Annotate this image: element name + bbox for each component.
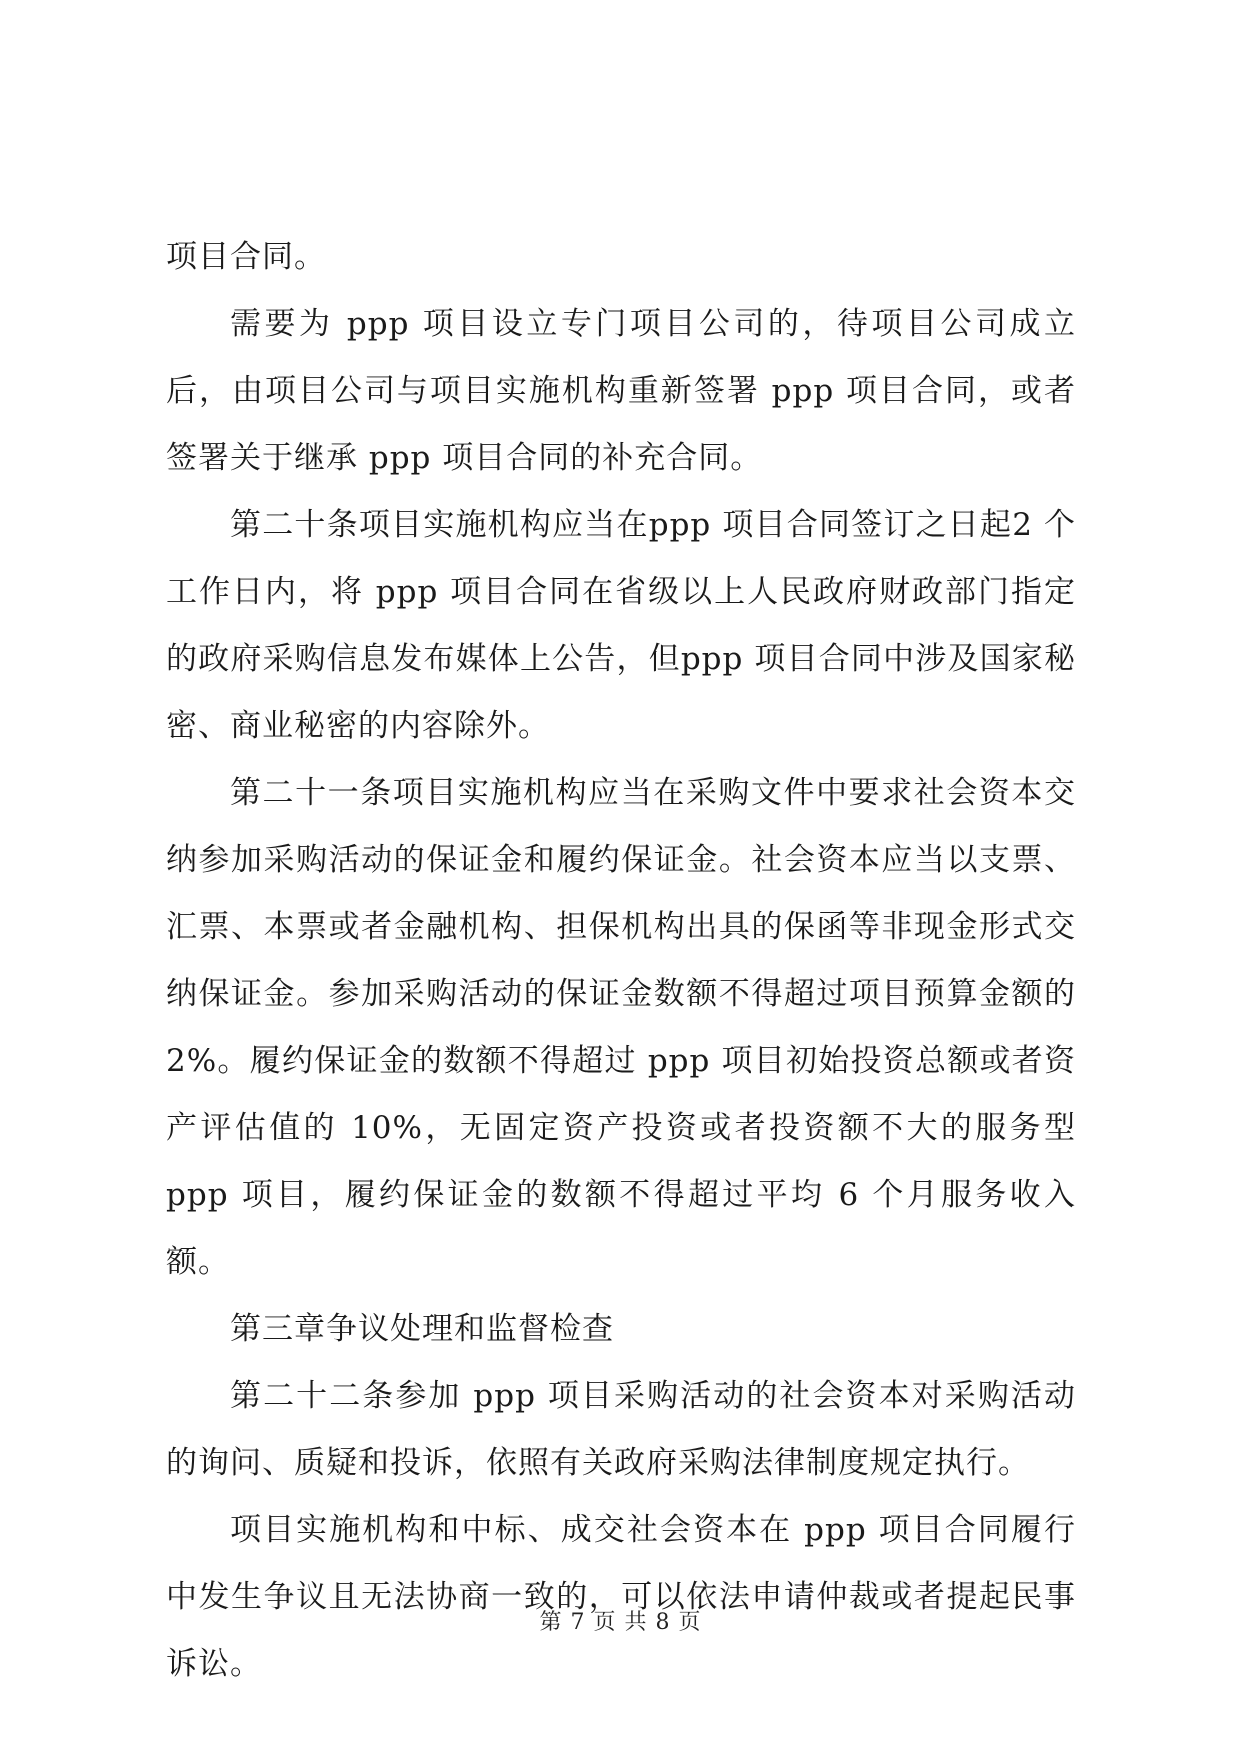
- paragraph-article-20: 第二十条项目实施机构应当在ppp 项目合同签订之日起2 个工作日内，将 ppp 项目合同在省级以上人民政府财政部门指定的政府采购信息发布媒体上公告，但ppp 项目合同中涉及国家秘密、商业秘密的内容除外。: [166, 507, 1076, 744]
- paragraph-article-22: 第二十二条参加 ppp 项目采购活动的社会资本对采购活动的询问、质疑和投诉，依照有关政府采购法律制度规定执行。: [166, 1378, 1076, 1481]
- paragraph-article-21: 第二十一条项目实施机构应当在采购文件中要求社会资本交纳参加采购活动的保证金和履约保证金。社会资本应当以支票、汇票、本票或者金融机构、担保机构出具的保函等非现金形式交纳保证金。参加采购活动的保证金数额不得超过项目预算金额的2%。履约保证金的数额不得超过 ppp 项目初始投资总额或者资产评估值的 10%，无固定资产投资或者投资额不大的服务型 ppp 项目，履约保证金的数额不得超过平均 6 个月服务收入额。: [166, 775, 1076, 1280]
- paragraph-contract-end: 项目合同。: [166, 239, 326, 275]
- paragraph-dispute-resolution: 项目实施机构和中标、成交社会资本在 ppp 项目合同履行中发生争议且无法协商一致的，可以依法申请仲裁或者提起民事诉讼。: [166, 1512, 1076, 1682]
- chapter-heading: 第三章争议处理和监督检查: [230, 1311, 614, 1347]
- paragraph-project-company: 需要为 ppp 项目设立专门项目公司的，待项目公司成立后，由项目公司与项目实施机构重新签署 ppp 项目合同，或者签署关于继承 ppp 项目合同的补充合同。: [166, 306, 1076, 476]
- document-body: [166, 224, 1076, 1698]
- page-footer: 第 7 页 共 8 页: [539, 1610, 702, 1635]
